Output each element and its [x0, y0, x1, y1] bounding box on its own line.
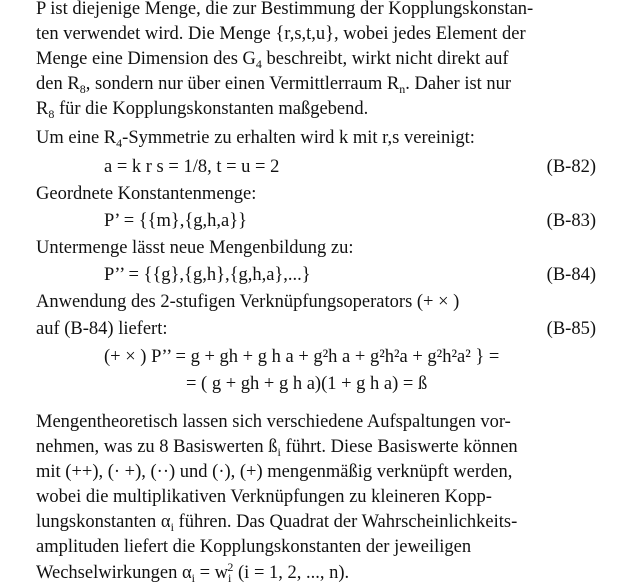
paragraph-1-line-5: $R_8$ für die Kopplungskonstanten maßgebend.	[36, 99, 369, 121]
equation-b85-line-2: = ( g + gh + g h a)(1 + g h a) = ß	[186, 374, 428, 394]
paragraph-1-line-2: ten verwendet wird. Die Menge {r,s,t,u}, wobei jedes Element der	[36, 24, 526, 44]
equation-label-b82: (B-82)	[546, 157, 596, 177]
equation-label-b83: (B-83)	[546, 211, 596, 231]
paragraph-3-line-7: Wechselwirkungen $\alpha_i = w_i^2$ (i = 1, 2, ..., n).	[36, 560, 350, 585]
paragraph-3-line-4: wobei die multiplikativen Verknüpfungen zu kleineren Kopp-	[36, 487, 492, 507]
paragraph-2-intro: Um eine $R_4$-Symmetrie zu erhalten wird k mit r,s vereinigt:	[36, 128, 475, 150]
equation-b84: P’’ = {{g},{g,h},{g,h,a},...}	[104, 265, 311, 285]
equation-b83: P’ = {{m},{g,h,a}}	[104, 211, 248, 231]
paragraph-3-line-5: lungskonstanten $\alpha_i$ führen. Das Quadrat der Wahrscheinlichkeits-	[36, 512, 518, 534]
paragraph-2-line-subset: Untermenge lässt neue Mengenbildung zu:	[36, 238, 354, 258]
paragraph-3-line-1: Mengentheoretisch lassen sich verschiedene Aufspaltungen vor-	[36, 412, 511, 432]
paragraph-2-line-operator: Anwendung des 2-stufigen Verknüpfungsoperators (+ × )	[36, 292, 460, 312]
paragraph-1-line-4: den $R_8$, sondern nur über einen Vermittlerraum $R_n$. Daher ist nur	[36, 74, 512, 96]
paragraph-3-line-3: mit (++), (· +), (··) und (·), (+) mengenmäßig verknüpft werden,	[36, 462, 513, 482]
paragraph-3-line-2: nehmen, was zu 8 Basiswerten $ß_i$ führt. Diese Basiswerte können	[36, 437, 518, 459]
equation-label-b85: (B-85)	[546, 319, 596, 339]
paragraph-1-line-3: Menge eine Dimension des $G_4$ beschreibt, wirkt nicht direkt auf	[36, 49, 509, 71]
paragraph-2-line-ordered: Geordnete Konstantenmenge:	[36, 184, 257, 204]
paragraph-3-line-6: amplituden liefert die Kopplungskonstanten der jeweiligen	[36, 537, 472, 557]
equation-b82: a = k r s = 1/8, t = u = 2	[104, 157, 280, 177]
paragraph-2-line-applies: auf (B-84) liefert:	[36, 319, 168, 339]
equation-label-b84: (B-84)	[546, 265, 596, 285]
paragraph-1-line-1: P ist diejenige Menge, die zur Bestimmung der Kopplungskonstan-	[36, 0, 534, 19]
equation-b85-line-1: (+ × ) P’’ = g + gh + g h a + g²h a + g²h²a + g²h²a² } =	[104, 347, 500, 367]
